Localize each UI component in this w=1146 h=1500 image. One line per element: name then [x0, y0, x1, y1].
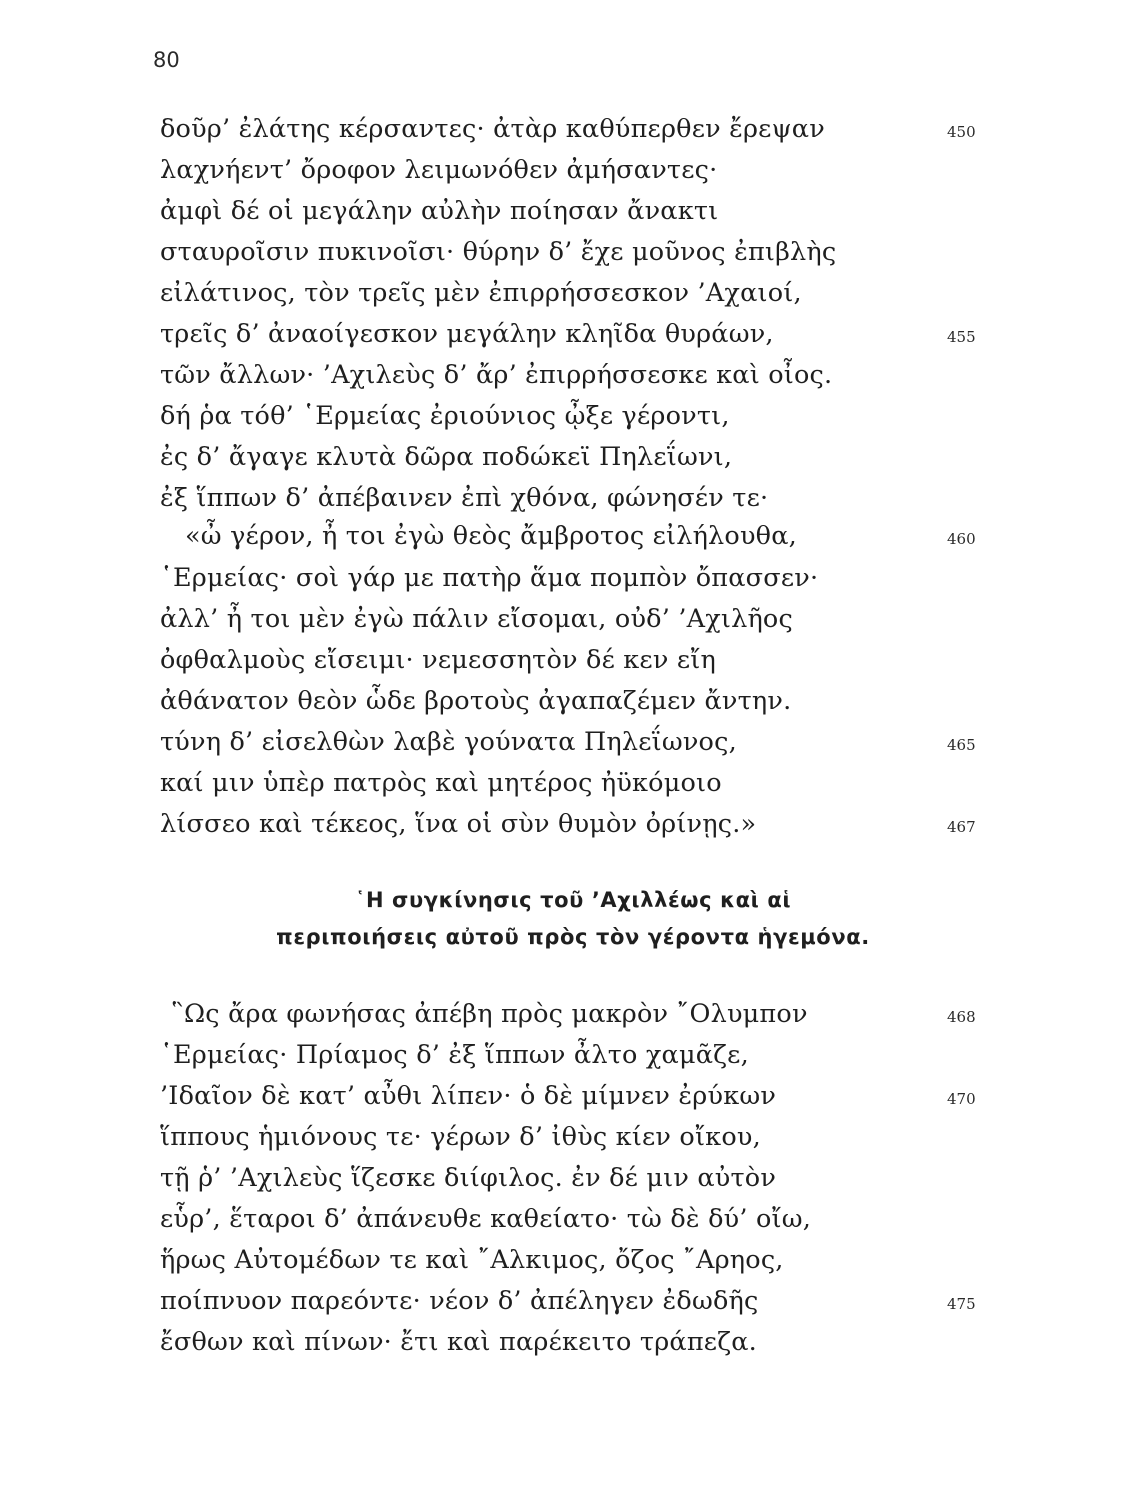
verse-line: λίσσεο καὶ τέκεος, ἵνα οἱ σὺν θυμὸν ὀρίνῃς.» [160, 809, 757, 839]
verse-line: ἵππους ἡμιόνους τε· γέρων δ’ ἰθὺς κίεν οἴκου, [160, 1122, 761, 1152]
verse-line: ἐξ ἵππων δ’ ἀπέβαινεν ἐπὶ χθόνα, φώνησέν τε· [160, 483, 769, 513]
line-number: 468 [947, 1008, 976, 1026]
line-number: 450 [947, 123, 976, 141]
verse-line: «ὦ γέρον, ἦ τοι ἐγὼ θεὸς ἄμβροτος εἰλήλουθα, [185, 521, 797, 551]
line-number: 460 [947, 530, 976, 548]
verse-line: ἥρως Αὐτομέδων τε καὶ ῎Αλκιμος, ὄζος ῎Αρηος, [160, 1245, 784, 1275]
verse-line: ῾Ερμείας· σοὶ γάρ με πατὴρ ἅμα πομπὸν ὄπασσεν· [160, 563, 819, 593]
verse-line: τῶν ἄλλων· ’Αχιλεὺς δ’ ἄρ’ ἐπιρρήσσεσκε καὶ οἶος. [160, 360, 833, 390]
heading-line-2: περιποιήσεις αὐτοῦ πρὸς τὸν γέροντα ἡγεμόνα. [276, 925, 870, 949]
verse-line: σταυροῖσιν πυκινοῖσι· θύρην δ’ ἔχε μοῦνος ἐπιβλὴς [160, 237, 837, 267]
line-number: 455 [947, 328, 976, 346]
verse-line: ῝Ως ἄρα φωνήσας ἀπέβη πρὸς μακρὸν ῎Ολυμπον [171, 999, 808, 1029]
line-number: 467 [947, 818, 976, 836]
verse-line: ἀλλ’ ἦ τοι μὲν ἐγὼ πάλιν εἴσομαι, οὐδ’ ’Αχιλῆος [160, 604, 793, 634]
verse-line: ὀφθαλμοὺς εἴσειμι· νεμεσσητὸν δέ κεν εἴη [160, 645, 716, 675]
verse-line: ῾Ερμείας· Πρίαμος δ’ ἐξ ἵππων ἆλτο χαμᾶζε, [160, 1040, 749, 1070]
verse-line: τύνη δ’ εἰσελθὼν λαβὲ γούνατα Πηλεΐωνος, [160, 727, 737, 757]
line-number: 470 [947, 1090, 976, 1108]
verse-line: ἔσθων καὶ πίνων· ἔτι καὶ παρέκειτο τράπεζα. [160, 1327, 757, 1357]
verse-line: εὗρ’, ἕταροι δ’ ἀπάνευθε καθείατο· τὼ δὲ δύ’ οἴω, [160, 1204, 811, 1234]
verse-line: ἐς δ’ ἄγαγε κλυτὰ δῶρα ποδώκεϊ Πηλεΐωνι, [160, 442, 733, 472]
verse-line: τρεῖς δ’ ἀναοίγεσκον μεγάλην κληῖδα θυράων, [160, 319, 774, 349]
verse-line: εἰλάτινος, τὸν τρεῖς μὲν ἐπιρρήσσεσκον ’Αχαιοί, [160, 278, 802, 308]
verse-line: καί μιν ὑπὲρ πατρὸς καὶ μητέρος ἠϋκόμοιο [160, 768, 722, 798]
verse-line: λαχνήεντ’ ὄροφον λειμωνόθεν ἀμήσαντες· [160, 155, 718, 185]
verse-line: δοῦρ’ ἐλάτης κέρσαντες· ἀτὰρ καθύπερθεν ἔρεψαν [160, 114, 825, 144]
verse-line: δή ῥα τόθ’ ῾Ερμείας ἐριούνιος ᾦξε γέροντι, [160, 401, 730, 431]
line-number: 475 [947, 1295, 976, 1313]
verse-line: τῇ ῥ’ ’Αχιλεὺς ἵζεσκε διίφιλος. ἐν δέ μιν αὐτὸν [160, 1163, 777, 1193]
page-number: 80 [153, 48, 180, 72]
verse-line: ἀμφὶ δέ οἱ μεγάλην αὐλὴν ποίησαν ἄνακτι [160, 196, 719, 226]
line-number: 465 [947, 736, 976, 754]
heading-line-1: ῾Η συγκίνησις τοῦ ’Αχιλλέως καὶ αἱ [354, 888, 792, 912]
verse-line: ’Ιδαῖον δὲ κατ’ αὖθι λίπεν· ὁ δὲ μίμνεν ἐρύκων [160, 1081, 777, 1111]
verse-line: ἀθάνατον θεὸν ὧδε βροτοὺς ἀγαπαζέμεν ἄντην. [160, 686, 792, 716]
verse-line: ποίπνυον παρεόντε· νέον δ’ ἀπέληγεν ἐδωδῆς [160, 1286, 759, 1316]
